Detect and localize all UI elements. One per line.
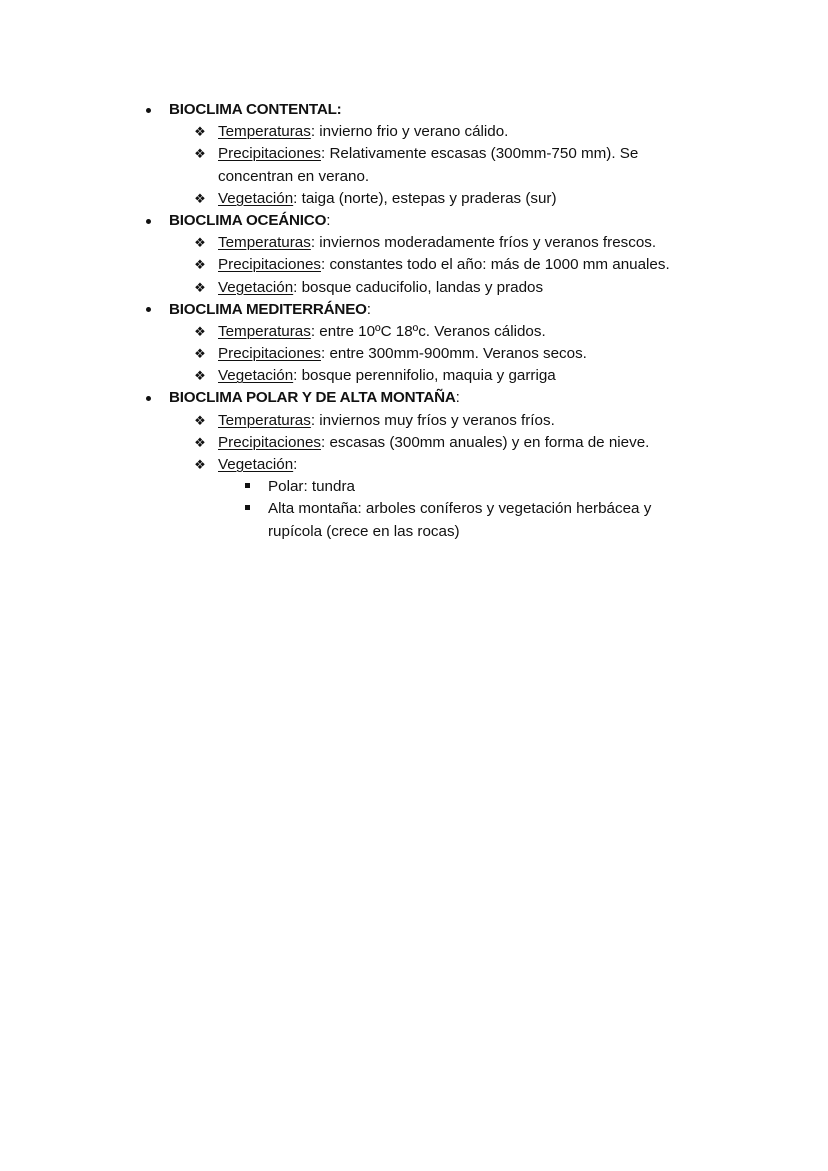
item-text: : escasas (300mm anuales) y en forma de nieve.	[321, 433, 650, 451]
list-item	[0, 321, 828, 343]
sub-list-item-continuation	[0, 521, 828, 543]
item-text: : invierno frio y verano cálido.	[310, 123, 509, 141]
list-item	[0, 343, 828, 365]
item-label: Vegetación	[218, 278, 294, 296]
list-item	[0, 121, 828, 143]
section-heading: BIOCLIMA OCEÁNICO:	[0, 210, 828, 232]
item-text: : taiga (norte), estepas y praderas (sur)	[293, 189, 557, 207]
diamond-bullet-icon: ❖	[194, 146, 206, 162]
square-bullet-icon	[240, 476, 254, 498]
section-heading: BIOCLIMA MEDITERRÁNEO:	[0, 299, 828, 321]
list-item	[0, 254, 828, 276]
bullet-dot-icon	[141, 299, 155, 321]
item-label: Vegetación	[218, 189, 294, 207]
section-title: BIOCLIMA POLAR Y DE ALTA MONTAÑA	[169, 389, 456, 407]
diamond-bullet-icon: ❖	[194, 257, 206, 273]
item-text: : inviernos muy fríos y veranos fríos.	[310, 411, 555, 429]
list-item	[0, 432, 828, 454]
bullet-dot-icon	[141, 210, 155, 232]
item-text: : constantes todo el año: más de 1000 mm anuales.	[321, 256, 670, 274]
section-title: BIOCLIMA OCEÁNICO	[169, 211, 327, 229]
diamond-bullet-icon: ❖	[194, 124, 206, 140]
section-title: BIOCLIMA CONTENTAL:	[169, 101, 342, 118]
diamond-bullet-icon: ❖	[194, 412, 206, 428]
item-label: Precipitaciones	[218, 145, 321, 163]
item-label: Precipitaciones	[218, 256, 321, 274]
item-text: : Relativamente escasas (300mm-750 mm). Se	[321, 145, 639, 163]
item-label: Temperaturas	[218, 322, 311, 340]
item-text: : inviernos moderadamente fríos y veranos frescos.	[310, 234, 657, 252]
item-text: :	[293, 456, 298, 473]
list-item	[0, 365, 828, 387]
sub-item-text: Polar: tundra	[268, 478, 355, 496]
document-page	[0, 99, 828, 543]
list-item	[0, 277, 828, 299]
list-item-continuation	[0, 166, 828, 188]
item-label: Vegetación	[218, 456, 294, 473]
diamond-bullet-icon: ❖	[194, 190, 206, 206]
item-label: Precipitaciones	[218, 433, 321, 451]
item-label: Temperaturas	[218, 123, 311, 141]
item-label: Vegetación	[218, 367, 294, 385]
item-label: Precipitaciones	[218, 345, 321, 363]
diamond-bullet-icon: ❖	[194, 346, 206, 362]
diamond-bullet-icon: ❖	[194, 434, 206, 450]
section-title: BIOCLIMA MEDITERRÁNEO	[169, 300, 367, 318]
diamond-bullet-icon: ❖	[194, 368, 206, 384]
bullet-dot-icon	[141, 99, 155, 121]
item-label: Temperaturas	[218, 234, 311, 252]
section-heading	[0, 99, 828, 121]
sub-item-text: Alta montaña: arboles coníferos y vegetación herbácea y	[268, 500, 652, 518]
item-text: : entre 300mm-900mm. Veranos secos.	[321, 345, 587, 363]
item-text: : entre 10ºC 18ºc. Veranos cálidos.	[310, 322, 546, 340]
diamond-bullet-icon: ❖	[194, 279, 206, 295]
list-item	[0, 188, 828, 210]
list-item	[0, 454, 828, 476]
diamond-bullet-icon: ❖	[194, 457, 206, 472]
diamond-bullet-icon: ❖	[194, 323, 206, 339]
list-item	[0, 143, 828, 165]
sub-item-text-continuation: rupícola (crece en las rocas)	[268, 522, 460, 540]
list-item	[0, 232, 828, 254]
item-text: : bosque perennifolio, maquia y garriga	[293, 367, 556, 385]
item-text: : bosque caducifolio, landas y prados	[293, 278, 544, 296]
section-heading: BIOCLIMA POLAR Y DE ALTA MONTAÑA:	[0, 387, 828, 409]
item-text-continuation: concentran en verano.	[218, 167, 370, 185]
sub-list-item	[0, 476, 828, 498]
bullet-dot-icon	[141, 387, 155, 409]
sub-list-item	[0, 498, 828, 520]
list-item	[0, 410, 828, 432]
square-bullet-icon	[240, 498, 254, 520]
item-label: Temperaturas	[218, 411, 311, 429]
diamond-bullet-icon: ❖	[194, 235, 206, 251]
